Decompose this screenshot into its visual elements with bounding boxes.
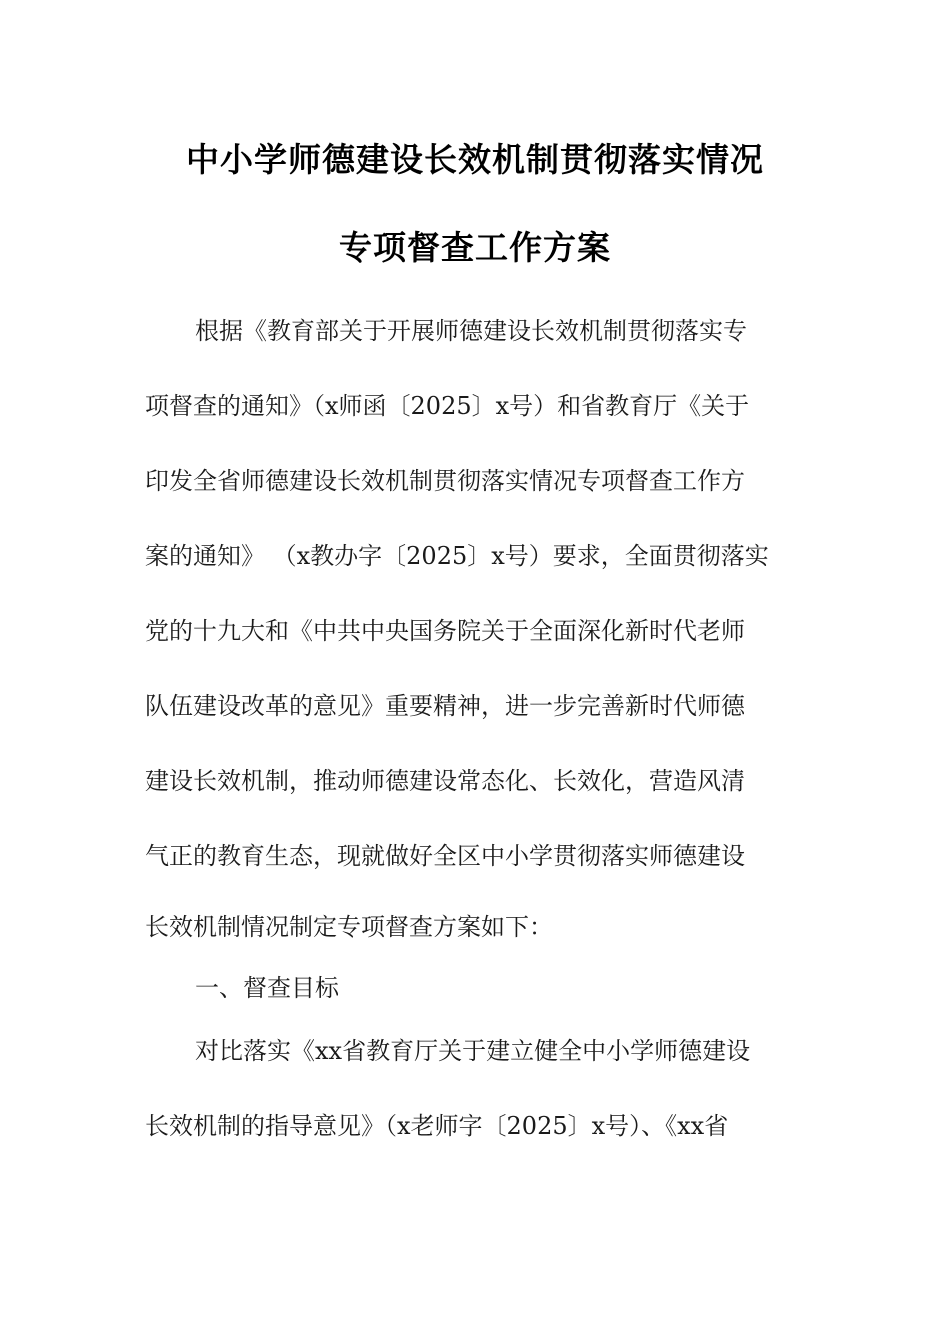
paragraph-1-line-9: 长效机制情况制定专项督查方案如下： bbox=[145, 913, 553, 941]
paragraph-1-line-2: 项督查的通知》（x师函〔2025〕x号）和省教育厅《关于 bbox=[145, 392, 750, 420]
paragraph-1-line-3: 印发全省师德建设长效机制贯彻落实情况专项督查工作方 bbox=[145, 467, 745, 495]
paragraph-2-line-1: 对比落实《xx省教育厅关于建立健全中小学师德建设 bbox=[195, 1037, 751, 1065]
paragraph-1-line-6: 队伍建设改革的意见》重要精神，进一步完善新时代师德 bbox=[145, 692, 745, 720]
document-title-line-1: 中小学师德建设长效机制贯彻落实情况 bbox=[186, 140, 764, 179]
section-1-heading: 一、督查目标 bbox=[195, 974, 339, 1002]
paragraph-2-line-2: 长效机制的指导意见》（x老师字〔2025〕x号）、《xx省 bbox=[145, 1112, 729, 1140]
document-title-line-2: 专项督查工作方案 bbox=[339, 228, 611, 267]
paragraph-1-line-1: 根据《教育部关于开展师德建设长效机制贯彻落实专 bbox=[195, 317, 747, 345]
paragraph-1-line-4: 案的通知》 （x教办字〔2025〕x号）要求，全面贯彻落实 bbox=[145, 542, 769, 570]
paragraph-1-line-8: 气正的教育生态，现就做好全区中小学贯彻落实师德建设 bbox=[145, 842, 745, 870]
paragraph-1-line-5: 党的十九大和《中共中央国务院关于全面深化新时代老师 bbox=[145, 617, 745, 645]
paragraph-1-line-7: 建设长效机制，推动师德建设常态化、长效化，营造风清 bbox=[145, 767, 745, 795]
